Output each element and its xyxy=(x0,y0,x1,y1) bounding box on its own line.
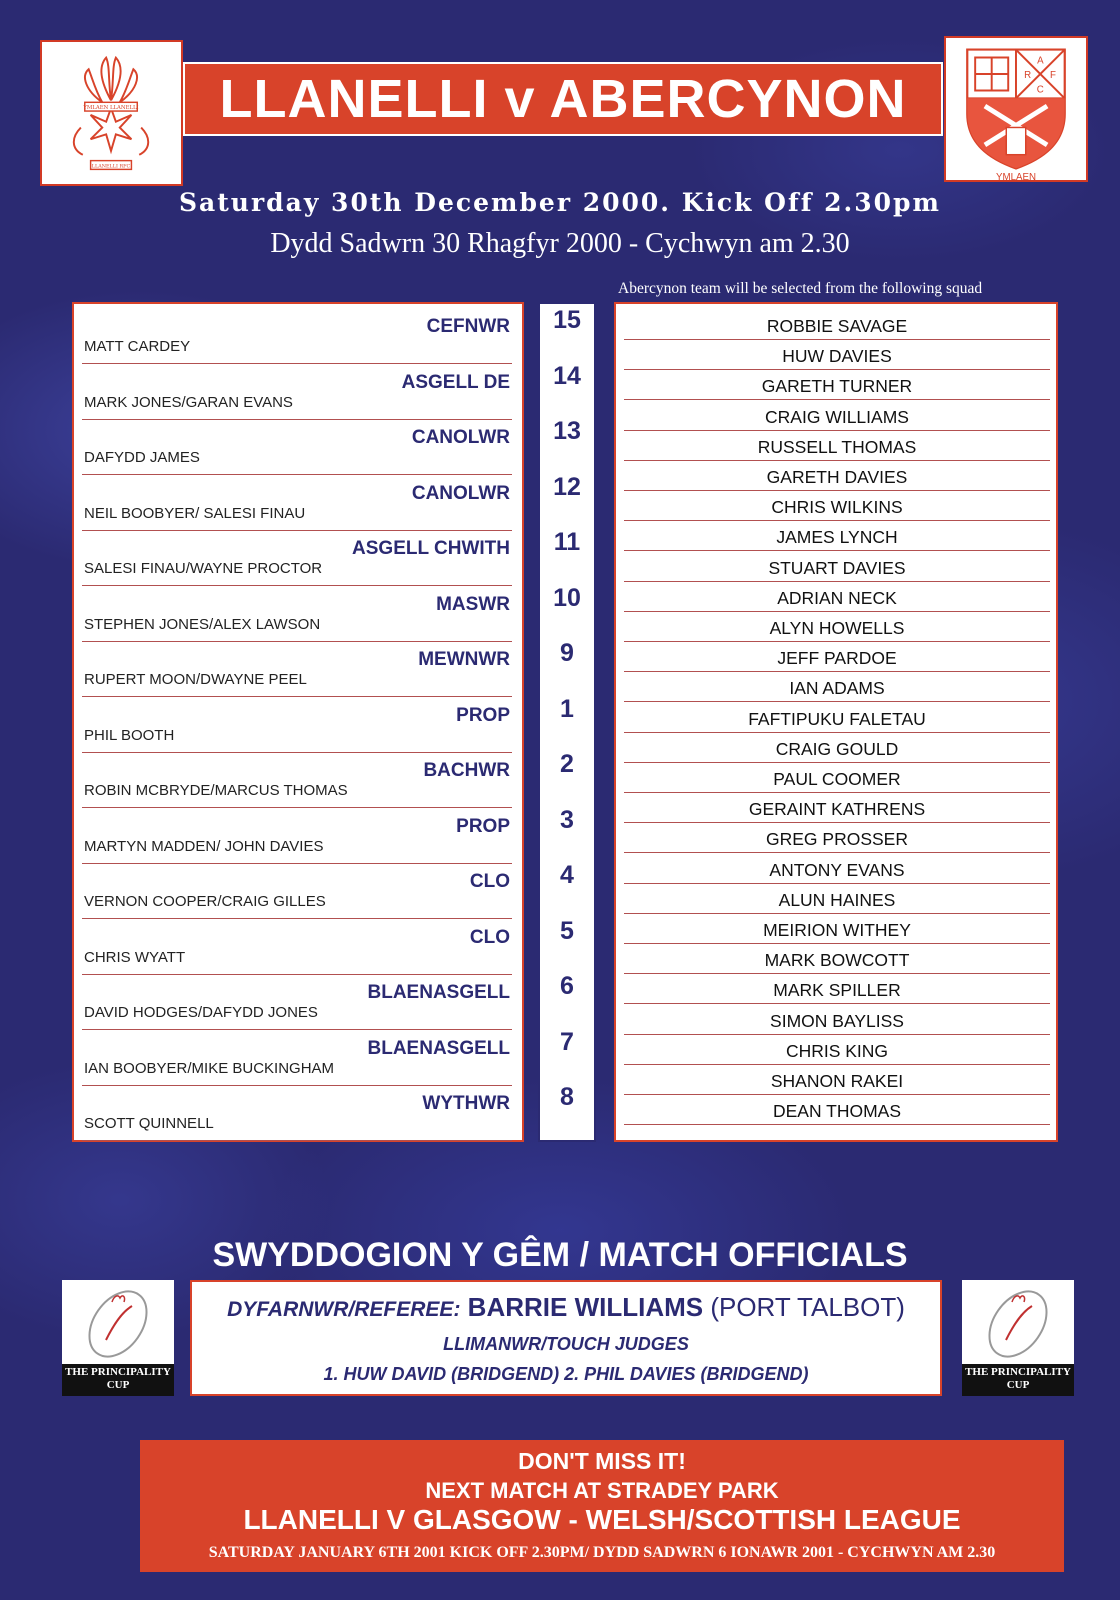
squad-player: IAN ADAMS xyxy=(624,672,1050,702)
squad-player: MARK SPILLER xyxy=(624,974,1050,1004)
officials-heading: SWYDDOGION Y GÊM / MATCH OFFICIALS xyxy=(212,1236,908,1274)
player-name: DAFYDD JAMES xyxy=(84,449,200,466)
squad-player: CRAIG GOULD xyxy=(624,733,1050,763)
player-position: CEFNWR xyxy=(426,316,510,337)
player-name: IAN BOOBYER/MIKE BUCKINGHAM xyxy=(84,1059,335,1077)
squad-player: CHRIS WILKINS xyxy=(624,491,1050,521)
shirt-number: 7 xyxy=(560,1027,574,1056)
player-position: MEWNWR xyxy=(418,649,510,670)
shirt-number: 2 xyxy=(560,750,574,778)
player-position: CLO xyxy=(469,871,510,892)
player-position: PROP xyxy=(456,704,510,726)
squad-player: JAMES LYNCH xyxy=(624,521,1050,551)
squad-player: SHANON RAKEI xyxy=(624,1065,1050,1095)
squad-player: GARETH DAVIES xyxy=(624,461,1050,491)
rugby-ball-icon xyxy=(62,1280,174,1364)
squad-player: ALYN HOWELLS xyxy=(624,612,1050,642)
player-position: CANOLWR xyxy=(411,482,510,504)
player-name: SALESI FINAU/WAYNE PROCTOR xyxy=(84,560,323,577)
match-title: LLANELLI v ABERCYNON xyxy=(219,69,907,129)
touch-judges-label: LLIMANWR/TOUCH JUDGES xyxy=(443,1334,689,1354)
promo-fixture: LLANELLI V GLASGOW - WELSH/SCOTTISH LEAGUE xyxy=(243,1504,961,1535)
svg-text:YMLAEN: YMLAEN xyxy=(996,171,1036,180)
rugby-ball-icon xyxy=(962,1280,1074,1364)
team-row xyxy=(82,1085,512,1141)
player-position: ASGELL DE xyxy=(401,371,510,393)
promo-headline: DON'T MISS IT! xyxy=(518,1448,686,1474)
player-position: WYTHWR xyxy=(422,1093,510,1114)
team-row xyxy=(82,586,512,642)
player-name: MATT CARDEY xyxy=(84,338,191,355)
next-match-promo xyxy=(140,1440,1064,1572)
referee-name: BARRIE WILLIAMS xyxy=(467,1292,704,1322)
officials-box xyxy=(190,1280,942,1396)
squad-player: ADRIAN NECK xyxy=(624,582,1050,612)
shirt-number-column xyxy=(538,302,596,1142)
referee-line xyxy=(192,1292,940,1323)
player-name: MARK JONES/GARAN EVANS xyxy=(84,393,293,411)
cup-logo-line2: CUP xyxy=(1006,1379,1030,1391)
squad-player: HUW DAVIES xyxy=(624,340,1050,370)
player-name: PHIL BOOTH xyxy=(84,726,175,744)
principality-cup-logo-left xyxy=(62,1280,174,1396)
player-name: NEIL BOOBYER/ SALESI FINAU xyxy=(84,504,306,522)
squad-player: MARK BOWCOTT xyxy=(624,944,1050,974)
player-name: DAVID HODGES/DAFYDD JONES xyxy=(84,1004,318,1021)
squad-player: DEAN THOMAS xyxy=(624,1095,1050,1125)
squad-player: CHRIS KING xyxy=(624,1035,1050,1065)
team-row xyxy=(82,697,512,753)
squad-player: FAFTIPUKU FALETAU xyxy=(624,703,1050,733)
player-name: STEPHEN JONES/ALEX LAWSON xyxy=(84,615,321,633)
llanelli-crest-logo xyxy=(40,40,183,186)
shirt-number: 4 xyxy=(560,861,574,889)
squad-player: ALUN HAINES xyxy=(624,884,1050,914)
squad-player: ROBBIE SAVAGE xyxy=(624,310,1050,340)
team-row xyxy=(82,364,512,420)
shirt-number: 5 xyxy=(560,916,574,945)
squad-player: STUART DAVIES xyxy=(624,552,1050,582)
promo-date: SATURDAY JANUARY 6TH 2001 KICK OFF 2.30PM/ DYDD SADWRN 6 IONAWR 2001 - CYCHWYN AM 2.30 xyxy=(208,1544,996,1561)
player-name: MARTYN MADDEN/ JOHN DAVIES xyxy=(84,837,324,855)
svg-text:C: C xyxy=(1036,84,1044,96)
cup-logo-line1: THE PRINCIPALITY xyxy=(965,1366,1071,1378)
team-row xyxy=(82,752,512,808)
player-name: SCOTT QUINNELL xyxy=(84,1115,214,1132)
team-row xyxy=(82,475,512,531)
match-title-banner xyxy=(183,62,943,136)
shirt-number: 10 xyxy=(553,583,581,612)
squad-player: GREG PROSSER xyxy=(624,823,1050,853)
squad-player: ANTONY EVANS xyxy=(624,854,1050,884)
player-position: CLO xyxy=(469,926,510,948)
match-date-welsh: Dydd Sadwrn 30 Rhagfyr 2000 - Cychwyn am 2.30 xyxy=(270,228,850,259)
squad-player: RUSSELL THOMAS xyxy=(624,431,1050,461)
shirt-number: 14 xyxy=(553,361,581,390)
promo-venue: NEXT MATCH AT STRADEY PARK xyxy=(425,1478,779,1503)
svg-text:F: F xyxy=(1049,69,1056,81)
player-position: CANOLWR xyxy=(411,427,510,448)
svg-text:LLANELLI RFC: LLANELLI RFC xyxy=(91,163,131,170)
team-row xyxy=(82,1030,512,1086)
player-name: RUPERT MOON/DWAYNE PEEL xyxy=(84,671,307,688)
squad-player: JEFF PARDOE xyxy=(624,642,1050,672)
team-row xyxy=(82,308,512,364)
squad-note: Abercynon team will be selected from the following squad xyxy=(618,280,983,297)
player-position: ASGELL CHWITH xyxy=(352,538,510,559)
player-name: CHRIS WYATT xyxy=(84,948,186,966)
abercynon-squad-panel xyxy=(614,302,1058,1142)
referee-label: DYFARNWR/REFEREE: xyxy=(227,1298,461,1321)
referee-club: (PORT TALBOT) xyxy=(710,1292,905,1322)
shirt-number: 12 xyxy=(553,472,581,501)
player-position: BLAENASGELL xyxy=(367,982,510,1003)
llanelli-team-panel xyxy=(72,302,524,1142)
squad-player: GERAINT KATHRENS xyxy=(624,793,1050,823)
team-row xyxy=(82,863,512,919)
team-row xyxy=(82,974,512,1030)
team-row xyxy=(82,419,512,475)
cup-logo-line1: THE PRINCIPALITY xyxy=(65,1366,171,1378)
shirt-number: 3 xyxy=(560,805,574,834)
team-row xyxy=(82,919,512,975)
squad-player: SIMON BAYLISS xyxy=(624,1005,1050,1035)
squad-player: MEIRION WITHEY xyxy=(624,914,1050,944)
shirt-number: 1 xyxy=(560,694,574,723)
principality-cup-logo-right xyxy=(962,1280,1074,1396)
shirt-number: 13 xyxy=(553,417,581,445)
svg-text:R: R xyxy=(1024,69,1032,81)
shirt-number: 8 xyxy=(560,1083,574,1111)
shield-icon xyxy=(946,38,1086,180)
abercynon-crest-logo xyxy=(944,36,1088,182)
svg-text:YMLAEN LLANELLI: YMLAEN LLANELLI xyxy=(83,105,139,112)
squad-player: GARETH TURNER xyxy=(624,370,1050,400)
team-row xyxy=(82,808,512,864)
shirt-number: 15 xyxy=(553,306,581,334)
team-row xyxy=(82,641,512,697)
squad-player: PAUL COOMER xyxy=(624,763,1050,793)
player-position: MASWR xyxy=(436,593,510,615)
match-date-english: Saturday 30th December 2000. Kick Off 2.30pm xyxy=(179,188,941,217)
cup-logo-line2: CUP xyxy=(106,1379,130,1391)
touch-judges-names: 1. HUW DAVID (BRIDGEND) 2. PHIL DAVIES (BRIDGEND) xyxy=(323,1364,809,1384)
player-position: BLAENASGELL xyxy=(367,1037,510,1059)
svg-text:A: A xyxy=(1037,55,1044,67)
shirt-number: 9 xyxy=(560,639,574,667)
team-row xyxy=(82,530,512,586)
shirt-number: 6 xyxy=(560,972,574,1000)
player-name: ROBIN MCBRYDE/MARCUS THOMAS xyxy=(84,782,348,799)
player-position: BACHWR xyxy=(423,760,510,781)
shirt-number: 11 xyxy=(553,528,581,556)
feathers-dragon-icon xyxy=(42,42,181,184)
player-name: VERNON COOPER/CRAIG GILLES xyxy=(84,893,326,910)
player-position: PROP xyxy=(456,815,510,837)
squad-player: CRAIG WILLIAMS xyxy=(624,401,1050,431)
